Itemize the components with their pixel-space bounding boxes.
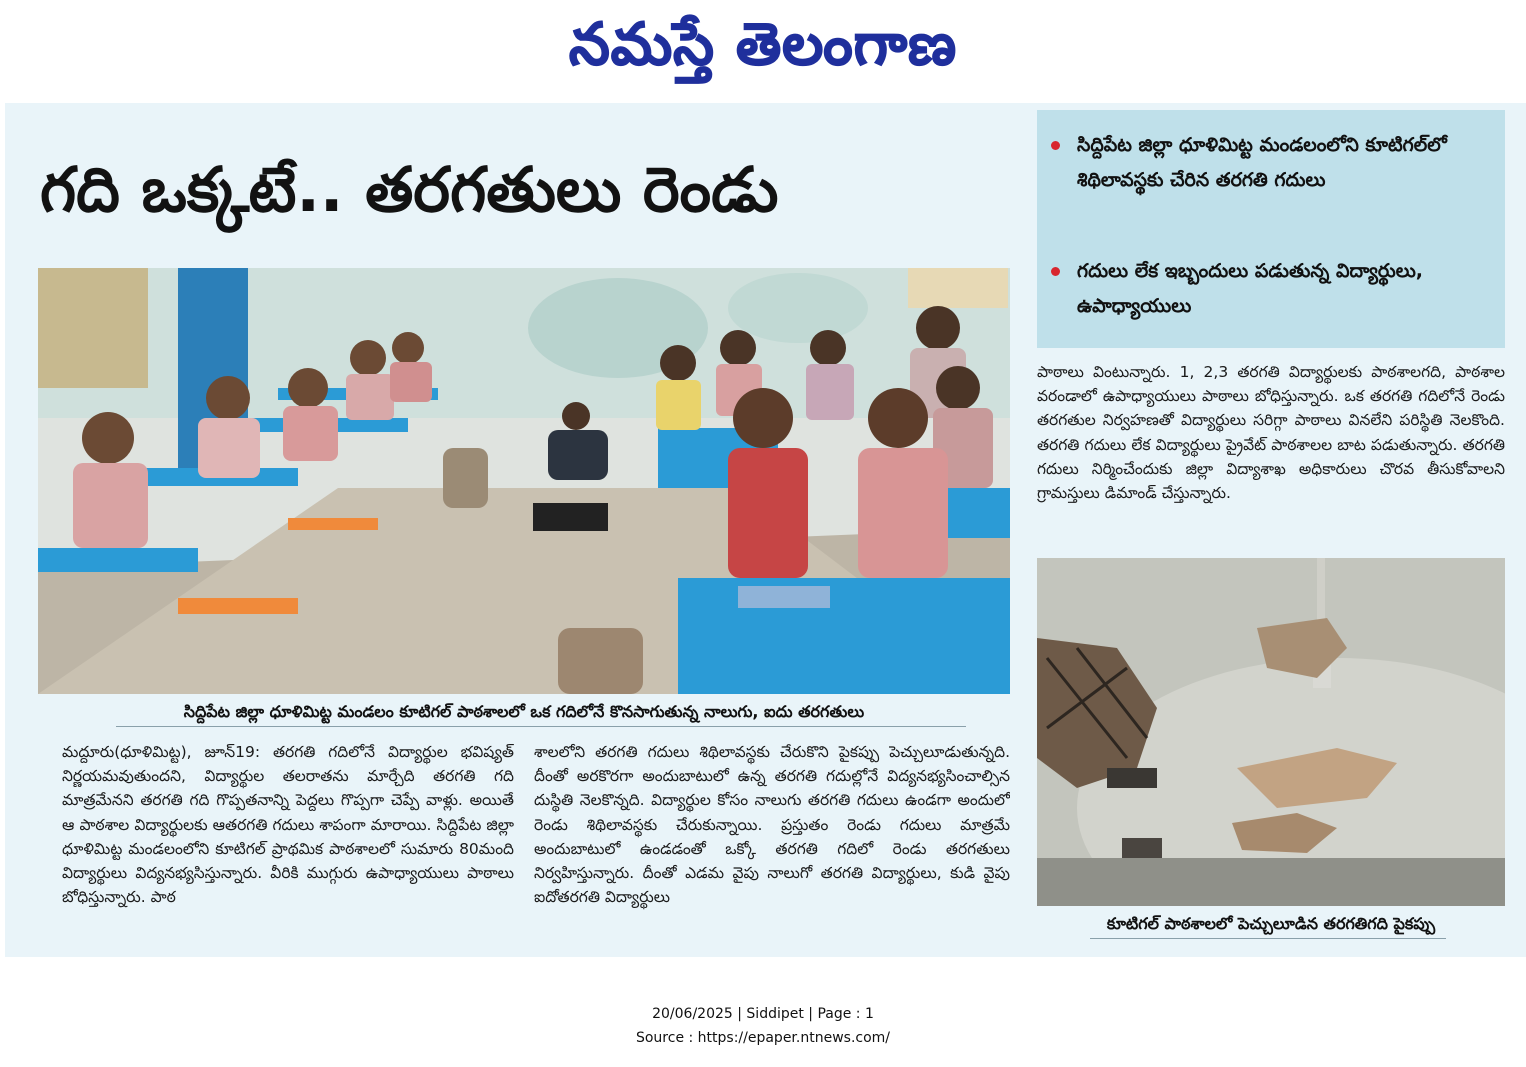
column-1-text: మద్దూరు(ధూళిమిట్ట), జూన్19: తరగతి గదిలోనే విద్యార్థుల భవిష్యత్ నిర్ణయమవుతుందని, విద్యార్థుల తలరాతను మార్చేది తరగతి గది మాత్రమేనని తరగతి గది గొప్పతనాన్ని పెద్దలు గొప్పగా చెప్పే వాళ్లు. అయితే ఆ పాఠశాల విద్యార్థులకు ఆతరగతి గదులు శాపంగా మారాయి. సిద్దిపేట జిల్లా ధూళిమిట్ట మండలంలోని కూటిగల్ ప్రాథమిక పాఠశాలలో సుమారు 80మంది విద్యార్థులు విద్యనభ్యసిస్తున్నారు. వీరికి ముగ్గురు ఉపాధ్యాయులు పాఠాలు బోధిస్తున్నారు. పాఠ xyxy=(62,743,514,907)
highlight-bullet-1 xyxy=(1077,128,1497,198)
photo-caption: సిద్దిపేట జిల్లా ధూళిమిట్ట మండలం కూటిగల్ పాఠశాలలో ఒక గదిలోనే కొనసాగుతున్న నాలుగు, ఐదు తరగతులు xyxy=(183,702,865,721)
bullet-2-text: గదులు లేక ఇబ్బందులు పడుతున్న విద్యార్థులు, ఉపాధ్యాయులు xyxy=(1077,260,1424,317)
edition-info: 20/06/2025 | Siddipet | Page : 1 xyxy=(652,1006,874,1022)
ceiling-photo xyxy=(1037,558,1505,906)
ceiling-caption: కూటిగల్ పాఠశాలలో పెచ్చులూడిన తరగతిగది పైకప్పు xyxy=(1106,914,1436,933)
caption-rule-right xyxy=(1090,938,1446,939)
article-column-3 xyxy=(1037,360,1505,552)
column-3-text: పాఠాలు వింటున్నారు. 1, 2,3 తరగతి విద్యార్థులకు పాఠశాలగది, పాఠశాల వరండాలో ఉపాధ్యాయులు పాఠాలు బోధిస్తున్నారు. ఒక తరగతి గదిలోనే రెండు తరగతుల నిర్వహణతో విద్యార్థులు సరిగ్గా పాఠాలు వినలేని పరిస్థితి నెలకొంది. తరగతి గదులు లేక విద్యార్థులు ప్రైవేట్ పాఠశాలల బాట పడుతున్నారు. తరగతి గదులు నిర్మించేందుకు జిల్లా విద్యాశాఖ అధికారులు చొరవ తీసుకోవాలని గ్రామస్తులు డిమాండ్ చేస్తున్నారు. xyxy=(1037,363,1505,503)
highlight-bullet-2 xyxy=(1077,254,1497,324)
classroom-photo xyxy=(38,268,1010,694)
bullet-dot-icon xyxy=(1051,267,1060,276)
column-2-text: శాలలోని తరగతి గదులు శిథిలావస్థకు చేరుకొని పైకప్పు పెచ్చులూడుతున్నది. దీంతో అరకొరగా అందుబాటులో ఉన్న తరగతి గదుల్లోనే విద్యనభ్యసించాల్సిన దుస్థితి నెలకొన్నది. విద్యార్థుల కోసం నాలుగు తరగతి గదులు ఉండగా అందులో రెండు శిథిలావస్థకు చేరుకున్నాయి. ప్రస్తుతం రెండు గదులు మాత్రమే అందుబాటులో ఉండడంతో ఒక్కో తరగతి గదిలో రెండు తరగతులు నిర్వహిస్తున్నారు. దీంతో ఎడమ వైపు నాలుగో తరగతి విద్యార్థులు, కుడి వైపు ఐదోతరగతి విద్యార్థులు xyxy=(534,743,1010,907)
caption-rule-left xyxy=(116,726,966,727)
highlight-box xyxy=(1037,110,1505,348)
article-column-2 xyxy=(534,740,1010,940)
bullet-1-text: సిద్దిపేట జిల్లా ధూళిమిట్ట మండలంలోని కూటిగల్‌లో శిథిలావస్థకు చేరిన తరగతి గదులు xyxy=(1077,134,1447,191)
bullet-dot-icon xyxy=(1051,141,1060,150)
article-headline: గది ఒక్కటే.. తరగతులు రెండు xyxy=(40,153,779,226)
article-column-1 xyxy=(62,740,514,930)
source-link[interactable]: Source : https://epaper.ntnews.com/ xyxy=(635,1030,891,1046)
masthead-logo: నమస్తే తెలంగాణ xyxy=(569,10,957,78)
